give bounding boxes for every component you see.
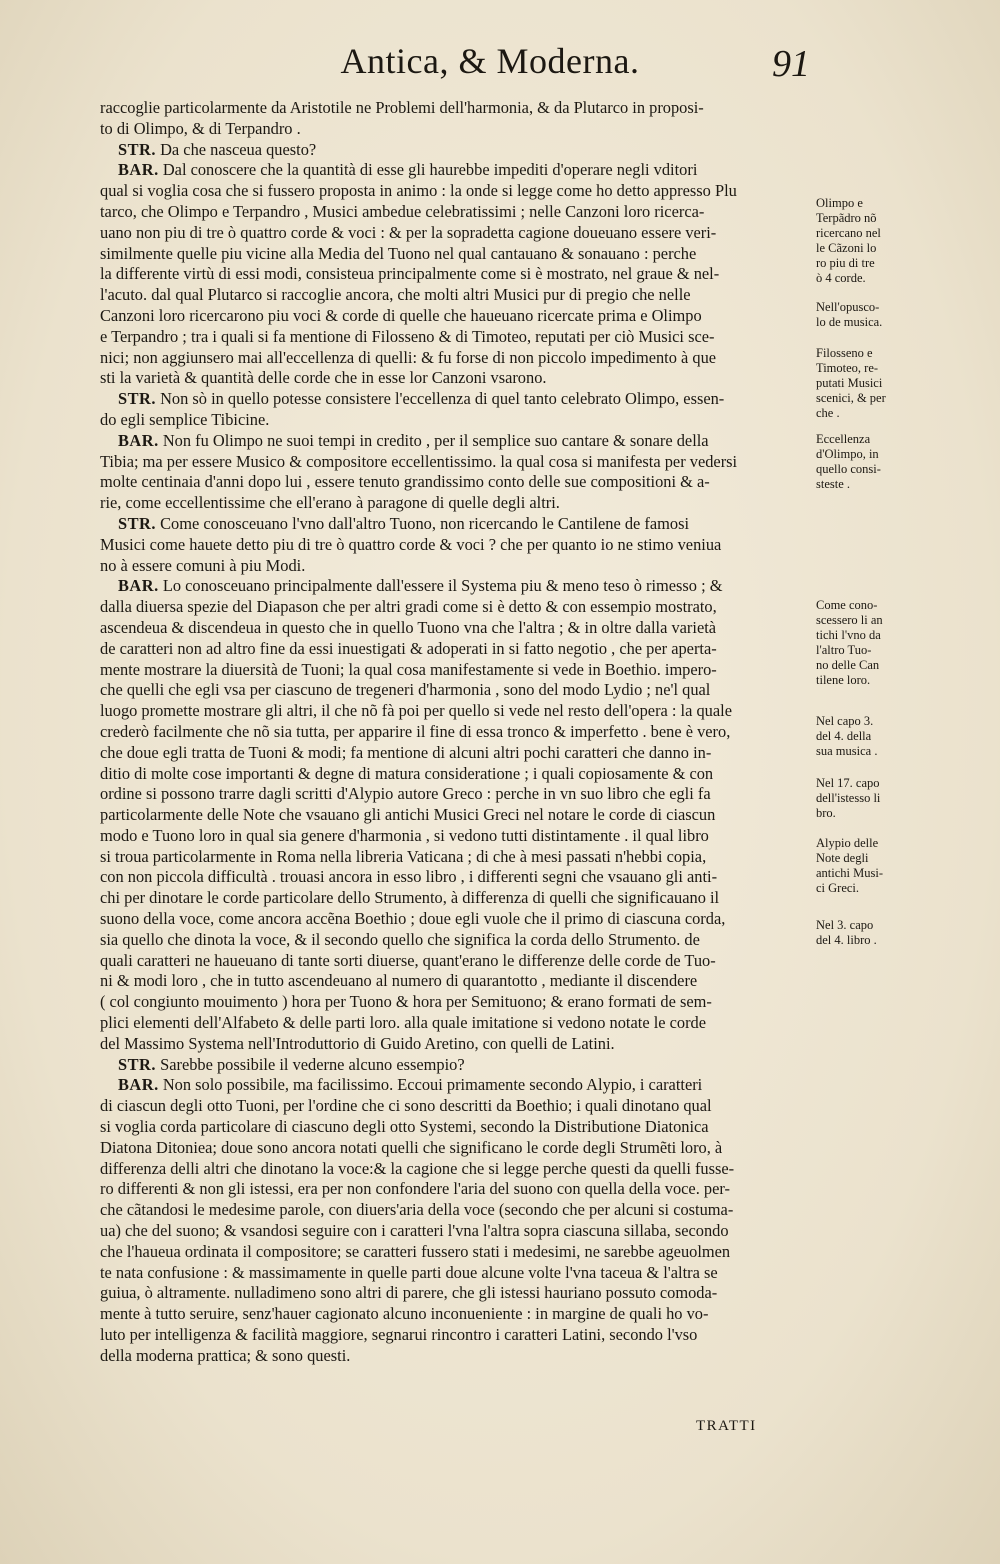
line-text: che quelli che egli vsa per ciascuno de tregeneri d'harmonia , sono del modo Lydio ; ne'l qual [100, 680, 711, 700]
line-text: te nata confusione : & massimamente in quelle parti doue alcune volte l'vna taceua & l'altra se [100, 1262, 718, 1282]
text-line [100, 535, 812, 556]
margin-note-line: che . [816, 406, 840, 420]
margin-note [816, 836, 916, 896]
text-line [100, 1034, 812, 1055]
text-line [100, 348, 812, 369]
text-line [100, 556, 812, 577]
text-line [100, 389, 812, 410]
margin-note [816, 776, 916, 821]
text-line [100, 930, 812, 951]
text-line [100, 805, 812, 826]
margin-note-line: d'Olimpo, in [816, 447, 879, 461]
margin-note-line: tichi l'vno da [816, 628, 881, 642]
line-text: Diatona Ditoniea; doue sono ancora notati quelli che significano le corde degli Strumẽti loro, à [100, 1137, 723, 1157]
text-line [100, 1200, 812, 1221]
line-text: Non solo possibile, ma facilissimo. Eccoui primamente secondo Alypio, i caratteri [162, 1075, 703, 1095]
line-text: ditio di molte cose importanti & degne di matura consideratione ; i quali copiosamente & con [100, 763, 714, 783]
line-text: chi per dinotare le corde particolare dello Strumento, à differenza di quelli che significauano il [100, 888, 720, 908]
speaker-label: STR. [118, 1054, 156, 1074]
line-text: Come conosceuano l'vno dall'altro Tuono, non ricercando le Cantilene de famosi [160, 513, 690, 533]
line-text: mente à tutto seruire, senz'hauer cagionato alcuno inconueniente : in margine de quali ho vo- [100, 1304, 709, 1324]
line-text: ua) che del suono; & vsandosi seguire con i caratteri l'vna l'altra sopra ciascuna sillaba, secondo [100, 1221, 729, 1241]
text-line [100, 639, 812, 660]
text-line [100, 1263, 812, 1284]
line-text: Musici come hauete detto piu di tre ò quattro corde & voci ? che per quanto io ne stimo veniua [100, 534, 722, 554]
line-text: ni & modi loro , che in tutto ascendeuano al numero di quarantotto , mediante il discendere [100, 971, 698, 991]
text-line [100, 909, 812, 930]
text-line [100, 1221, 812, 1242]
catchword: TRATTI [696, 1418, 757, 1434]
margin-note [816, 714, 916, 759]
margin-note-line: Nel 3. capo [816, 918, 874, 932]
text-line [100, 701, 812, 722]
margin-note-line: Filosseno e [816, 346, 873, 360]
line-text: sti la varietà & quantità delle corde che in esse lor Canzoni vsarono. [100, 368, 547, 388]
text-line [100, 368, 812, 389]
margin-note [816, 598, 916, 688]
margin-note-line: ro piu di tre [816, 256, 875, 270]
line-text: particolarmente delle Note che vsauano gli antichi Musici Greci nel notare le corde di ciascun [100, 805, 716, 825]
line-text: ascendeua & discendeua in questo che in quello Tuono vna che l'altra ; & in oltre dalla varietà [100, 617, 717, 637]
text-line [100, 1283, 812, 1304]
margin-note [816, 918, 916, 948]
margin-note-line: steste . [816, 477, 851, 491]
line-text: Canzoni loro ricercarono piu voci & corde di quelle che haueuano ricercate prima e Olimpo [100, 305, 702, 325]
text-line [100, 597, 812, 618]
text-line [100, 764, 812, 785]
text-line [100, 1075, 812, 1096]
text-line [100, 847, 812, 868]
line-text: guiua, ò altramente. nulladimeno sono altri di parere, che gli istessi hauriano possuto comoda- [100, 1283, 718, 1303]
speaker-label: STR. [118, 513, 156, 533]
line-text: Lo conosceuano principalmente dall'essere il Systema piu & meno teso ò rimesso ; & [162, 576, 723, 596]
text-line [100, 244, 812, 265]
margin-note-line: putati Musici [816, 376, 883, 390]
line-text: ro differenti & non gli istessi, era per non confondere l'aria del suono con quella della voce. per- [100, 1179, 730, 1199]
text-line [100, 784, 812, 805]
text-line [100, 472, 812, 493]
text-line [100, 223, 812, 244]
line-text: sia quello che dinota la voce, & il secondo quello che significa la corda dello Strumento. de [100, 929, 700, 949]
line-text: Non sò in quello potesse consistere l'eccellenza di quel tanto celebrato Olimpo, essen- [160, 389, 725, 409]
speaker-label: STR. [118, 139, 156, 159]
line-text: di ciascun degli otto Tuoni, per l'ordine che ci sono descritti da Boethio; i quali dinotano qual [100, 1096, 712, 1116]
margin-note-line: le Cãzoni lo [816, 241, 877, 255]
line-text: no à essere comuni à piu Modi. [100, 555, 306, 575]
margin-note-line: ricercano nel [816, 226, 881, 240]
line-text: qual si voglia cosa che si fussero proposta in animo : la onde si legge come ho detto appresso Plu [100, 181, 737, 201]
line-text: ( col congiunto mouimento ) hora per Tuono & hora per Semituono; & erano formati de sem- [100, 992, 712, 1012]
margin-note-line: lo de musica. [816, 315, 883, 329]
margin-note-line: del 4. della [816, 729, 872, 743]
line-text: mente mostrare la diuersità de Tuoni; la qual cosa manifestamente si vede in Boethio. impero- [100, 659, 717, 679]
line-text: ordine si possono trarre dagli scritti d'Alypio autore Greco : perche in vn suo libro che egli fa [100, 784, 711, 804]
text-line [100, 285, 812, 306]
line-text: differenza delli altri che dinotano la voce:& la cagione che si legge perche questi da quelli fusse- [100, 1158, 735, 1178]
text-line [100, 867, 812, 888]
line-text: raccoglie particolarmente da Aristotile ne Problemi dell'harmonia, & da Plutarco in proposi- [100, 98, 704, 117]
line-text: uano non piu di tre ò quattro corde & voci : & per la sopradetta cagione doueuano essere veri- [100, 222, 717, 242]
margin-note-line: Come cono- [816, 598, 878, 612]
margin-note-line: l'altro Tuo- [816, 643, 872, 657]
text-line [100, 431, 812, 452]
text-line [100, 888, 812, 909]
text-line [100, 1013, 812, 1034]
margin-note-line: tilene loro. [816, 673, 871, 687]
margin-note-line: Alypio delle [816, 836, 879, 850]
line-text: suono della voce, come ancora accẽna Boethio ; doue egli vuole che il primo di ciascuna corda, [100, 909, 726, 929]
text-line [100, 1242, 812, 1263]
line-text: do egli semplice Tibicine. [100, 409, 270, 429]
text-line [100, 680, 812, 701]
line-text: luogo promette mostrare gli altri, il che nõ fà poi per quello si vede nel resto dell'opera : la quale [100, 701, 732, 721]
line-text: si troua particolarmente in Roma nella libreria Vaticana ; di che à mesi passati n'hebbi copia, [100, 846, 707, 866]
margin-note [816, 346, 916, 421]
text-line [100, 1138, 812, 1159]
page-number: 91 [772, 43, 810, 85]
line-text: molte centinaia d'anni dopo lui , essere tenuto grandissimo conto delle sue compositioni & a- [100, 472, 710, 492]
margin-note-line: Note degli [816, 851, 869, 865]
text-line [100, 98, 812, 119]
margin-note-line: ci Greci. [816, 881, 860, 895]
margin-note-line: Nell'opusco- [816, 300, 880, 314]
text-line [100, 992, 812, 1013]
margin-note-line: dell'istesso li [816, 791, 881, 805]
text-line [100, 1304, 812, 1325]
speaker-label: BAR. [118, 160, 159, 180]
line-text: l'acuto. dal qual Plutarco si raccoglie ancora, che molti altri Musici pur di pregio che nelle [100, 285, 691, 305]
speaker-label: BAR. [118, 430, 159, 450]
line-text: della moderna prattica; & sono questi. [100, 1345, 351, 1365]
line-text: tarco, che Olimpo e Terpandro , Musici ambedue celebratissimi ; nelle Canzoni loro ricerca- [100, 201, 705, 221]
margin-note [816, 432, 916, 492]
margin-note-line: Nel capo 3. [816, 714, 874, 728]
speaker-label: BAR. [118, 1075, 159, 1095]
line-text: che l'haueua ordinata il compositore; se caratteri fussero stati i medesimi, ne sarebbe ageuolmen [100, 1241, 731, 1261]
margin-note-line: Eccellenza [816, 432, 871, 446]
margin-note-line: Nel 17. capo [816, 776, 880, 790]
text-line [100, 410, 812, 431]
line-text: quali caratteri ne haueuano di tante sorti diuerse, quant'erano le differenze delle corde de Tuo- [100, 950, 716, 970]
margin-note-line: no delle Can [816, 658, 880, 672]
text-line [100, 306, 812, 327]
text-line [100, 660, 812, 681]
line-text: de caratteri non ad altro fine da essi inuestigati & adoperati in si fatto negotio , che per aperta- [100, 638, 717, 658]
speaker-label: BAR. [118, 576, 159, 596]
page-header [0, 40, 1000, 104]
text-line [100, 1055, 812, 1076]
line-text: con non piccola difficultà . trouasi ancora in esso libro , i differenti segni che vsauano gli anti- [100, 867, 718, 887]
margin-note-line: ò 4 corde. [816, 271, 866, 285]
line-text: la differente virtù di essi modi, consisteua principalmente come si è mostrato, nel graue & nel- [100, 264, 720, 284]
line-text: che cãtandosi le medesime parole, con diuers'aria della voce (secondo che per alcuni si costuma- [100, 1200, 734, 1220]
margin-note-line: Terpãdro nõ [816, 211, 877, 225]
margin-note-line: bro. [816, 806, 836, 820]
margin-note [816, 196, 916, 286]
text-line [100, 951, 812, 972]
line-text: Non fu Olimpo ne suoi tempi in credito , per il semplice suo cantare & sonare della [162, 430, 709, 450]
margin-note-line: quello consi- [816, 462, 881, 476]
line-text: del Massimo Systema nell'Introduttorio di Guido Aretino, con quelli de Latini. [100, 1033, 615, 1053]
line-text: dalla diuersa spezie del Diapason che per altri gradi come si è detto & con essempio mostrato, [100, 597, 717, 617]
margin-note-line: Timoteo, re- [816, 361, 879, 375]
text-line [100, 1096, 812, 1117]
text-line [100, 140, 812, 161]
line-text: e Terpandro ; tra i quali si fa mentione di Filosseno & di Timoteo, reputati per ciò Musici sce- [100, 326, 715, 346]
margin-note [816, 300, 916, 330]
line-text: che doue egli tratta de Tuoni & modi; fa mentione di alcuni altri pochi caratteri che danno in- [100, 742, 712, 762]
main-text-column [100, 98, 812, 1367]
line-text: Tibia; ma per essere Musico & compositore eccellentissimo. la qual cosa si manifesta per vedersi [100, 451, 738, 471]
text-line [100, 1325, 812, 1346]
margin-note-line: antichi Musi- [816, 866, 884, 880]
margin-note-line: scenici, & per [816, 391, 886, 405]
line-text: Da che nasceua questo? [160, 139, 317, 159]
line-text: rie, come eccellentissime che ell'erano à paragone di quelle degli altri. [100, 493, 560, 513]
line-text: si voglia corda particolare di ciascuno degli otto Systemi, secondo la Distributione Diatonica [100, 1117, 709, 1137]
text-line [100, 160, 812, 181]
text-line [100, 1179, 812, 1200]
line-text: nici; non aggiunsero mai all'eccellenza di quelli: & fu forse di non piccolo impedimento à que [100, 347, 717, 367]
text-line [100, 1159, 812, 1180]
text-line [100, 722, 812, 743]
speaker-label: STR. [118, 389, 156, 409]
line-text: similmente quelle piu vicine alla Media del Tuono nel qual cantauano & sonauano : perche [100, 243, 697, 263]
text-line [100, 576, 812, 597]
text-line [100, 743, 812, 764]
text-line [100, 327, 812, 348]
line-text: modo e Tuono loro in qual sia genere d'harmonia , si vedono tutti distintamente . il qual libro [100, 825, 709, 845]
line-text: plici elementi dell'Alfabeto & delle parti loro. alla quale imitatione si vedono notate le corde [100, 1013, 707, 1033]
text-line [100, 202, 812, 223]
text-line [100, 514, 812, 535]
line-text: luto per intelligenza & facilità maggiore, segnarui rincontro i caratteri Latini, secondo l'vso [100, 1325, 698, 1345]
line-text: to di Olimpo, & di Terpandro . [100, 118, 301, 138]
text-line [100, 264, 812, 285]
text-line [100, 181, 812, 202]
text-line [100, 493, 812, 514]
line-text: crederò facilmente che nõ sia tutta, per apparire il fine di essa tronco & imperfetto . bene è vero, [100, 721, 731, 741]
margin-note-line: del 4. libro . [816, 933, 877, 947]
text-line [100, 971, 812, 992]
text-line [100, 119, 812, 140]
text-line [100, 618, 812, 639]
margin-note-line: sua musica . [816, 744, 878, 758]
margin-note-line: scessero li an [816, 613, 883, 627]
text-line [100, 1117, 812, 1138]
text-line [100, 1346, 812, 1367]
line-text: Sarebbe possibile il vederne alcuno essempio? [160, 1054, 465, 1074]
text-line [100, 826, 812, 847]
text-line [100, 452, 812, 473]
running-head: Antica, & Moderna. [340, 41, 640, 81]
margin-note-line: Olimpo e [816, 196, 863, 210]
line-text: Dal conoscere che la quantità di esse gli haurebbe impediti d'operare negli vditori [162, 160, 698, 180]
